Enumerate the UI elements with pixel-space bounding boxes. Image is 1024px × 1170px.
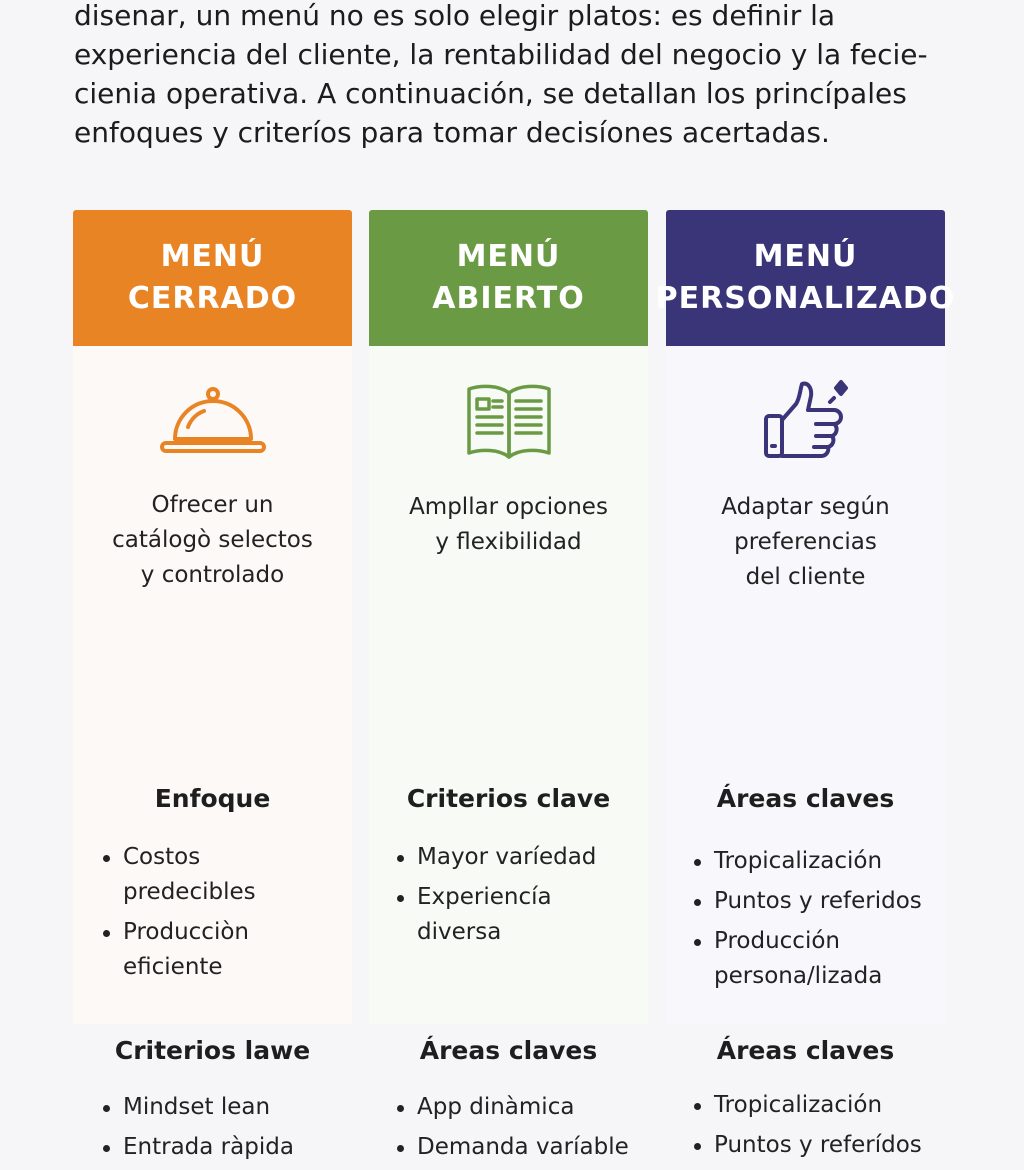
list-item: Puntos y referídos	[694, 1128, 944, 1163]
column-body	[73, 346, 352, 1160]
section-title: Criterios clave	[406, 784, 611, 813]
list-item: Tropicalización	[694, 844, 939, 879]
column-title-line2: CERRADO	[127, 281, 298, 316]
column-title-line2: PERSONALIZADO	[655, 281, 956, 316]
list-item: Entrada ràpida	[103, 1130, 353, 1165]
column-menu-cerrado	[73, 210, 352, 1160]
description-line: y flexibilidad	[435, 529, 582, 555]
description-line: catálogò selectos	[112, 527, 313, 553]
column-menu-abierto	[369, 210, 648, 1160]
section-title: Áreas claves	[716, 1036, 895, 1065]
intro-line: cienia operativa. A continuación, se detallan los princípales	[74, 77, 907, 110]
open-book-icon	[454, 376, 564, 466]
list-item: Tropicalización	[694, 1088, 944, 1123]
intro-text	[74, 0, 974, 152]
list-item: Demanda varíable	[397, 1130, 647, 1165]
list-item: Mayor varíedad	[397, 840, 627, 875]
description-line: y controlado	[140, 562, 285, 588]
column-title-line1: MENÚ	[456, 239, 561, 274]
thumbs-up-icon	[751, 376, 861, 466]
cloche-icon	[158, 376, 268, 466]
column-title-line2: ABIERTO	[432, 281, 585, 316]
column-body	[666, 346, 945, 1158]
section-list	[694, 1088, 944, 1168]
list-item: Puntos y referidos	[694, 884, 939, 919]
list-item: Experiencía diversa	[397, 880, 627, 950]
section-title: Áreas claves	[716, 784, 895, 813]
section-title: Áreas claves	[419, 1036, 598, 1065]
column-description	[666, 490, 945, 595]
list-item: Mindset lean	[103, 1090, 353, 1125]
description-line: preferencias	[734, 529, 877, 555]
list-item: App dinàmica	[397, 1090, 647, 1125]
section-list	[397, 1090, 647, 1170]
column-description	[73, 488, 352, 593]
column-description	[369, 490, 648, 560]
description-line: Ofrecer un	[151, 492, 274, 518]
list-item: Costos predecibles	[103, 840, 323, 910]
column-body	[369, 346, 648, 1160]
intro-line: enfoques y criteríos para tomar decisíones acertadas.	[74, 116, 830, 149]
column-header	[655, 210, 956, 346]
list-item: Producción persona/lizada	[694, 924, 939, 994]
column-header	[369, 210, 648, 346]
description-line: del cliente	[745, 564, 866, 590]
section-list	[694, 844, 939, 999]
description-line: Ampllar opciones	[409, 494, 608, 520]
column-title-line1: MENÚ	[753, 239, 858, 274]
section-list	[397, 840, 627, 955]
section-list	[103, 840, 323, 990]
column-header	[73, 210, 352, 346]
list-item: Producciòn eficiente	[103, 915, 323, 985]
column-title-line1: MENÚ	[160, 239, 265, 274]
description-line: Adaptar según	[721, 494, 890, 520]
intro-line: experiencia del cliente, la rentabilidad del negocio y la fecie-	[74, 38, 928, 71]
section-list	[103, 1090, 353, 1170]
section-title: Criterios lawe	[114, 1036, 311, 1065]
column-menu-personalizado	[655, 210, 956, 1158]
section-title: Enfoque	[154, 784, 271, 813]
intro-line: disenar, un menú no es solo elegir platos: es definir la	[74, 0, 836, 32]
